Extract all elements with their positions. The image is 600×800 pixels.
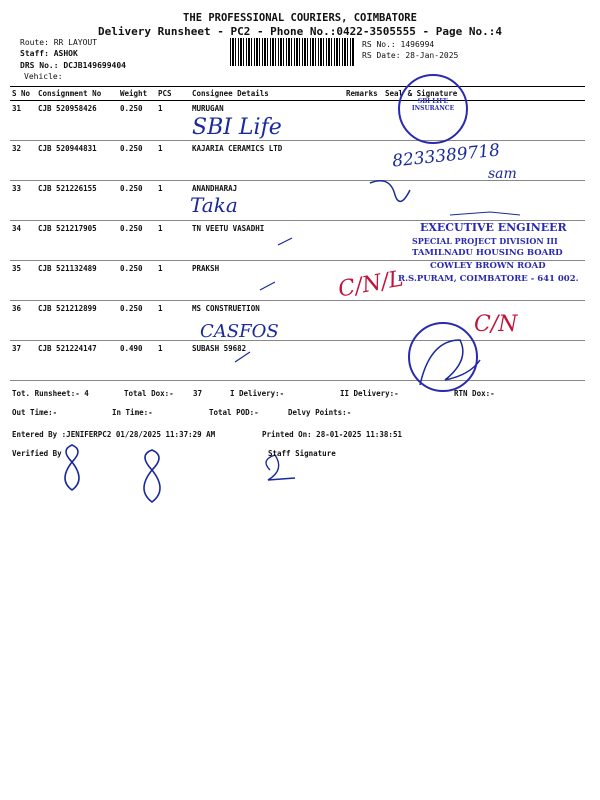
tot-runsheet: Tot. Runsheet:- 4 — [12, 389, 89, 398]
printed-on: Printed On: 28-01-2025 11:38:51 — [262, 430, 402, 439]
cell-weight: 0.490 — [118, 341, 156, 381]
col-pcs: PCS — [156, 87, 190, 101]
handwriting-taka: Taka — [190, 193, 238, 217]
cell-pcs: 1 — [156, 221, 190, 261]
handwriting-phone: 8233389718 — [391, 140, 501, 172]
rs-number: RS No.: 1496994 — [362, 40, 435, 49]
cell-weight: 0.250 — [118, 301, 156, 341]
cell-weight: 0.250 — [118, 261, 156, 301]
cell-consignment: CJB 521217905 — [36, 221, 118, 261]
entered-by: Entered By :JENIFERPC2 01/28/2025 11:37:29 AM — [12, 430, 216, 439]
cell-sno: 34 — [10, 221, 36, 261]
col-remarks: Remarks — [344, 87, 383, 101]
seal-circle-bottom — [408, 322, 478, 392]
total-dox-value: 37 — [193, 389, 203, 398]
col-sno: S No — [10, 87, 36, 101]
stamp-line-4: COWLEY BROWN ROAD — [430, 261, 546, 271]
cell-sno: 37 — [10, 341, 36, 381]
cell-weight: 0.250 — [118, 221, 156, 261]
handwriting-cn: C/N — [474, 312, 518, 337]
route-label: Route: RR LAYOUT — [20, 38, 98, 47]
stamp-line-5: R.S.PURAM, COIMBATORE - 641 002. — [398, 274, 579, 284]
cell-weight: 0.250 — [118, 181, 156, 221]
cell-consignee: KAJARIA CERAMICS LTD — [190, 141, 344, 181]
cell-sno: 36 — [10, 301, 36, 341]
handwriting-casfos: CASFOS — [200, 321, 279, 342]
cell-consignee: SUBASH 59682 — [190, 341, 344, 381]
col-consignment: Consignment No — [36, 87, 118, 101]
cell-pcs: 1 — [156, 301, 190, 341]
col-weight: Weight — [118, 87, 156, 101]
i-delivery: I Delivery:- — [230, 389, 285, 398]
cell-pcs: 1 — [156, 141, 190, 181]
cell-sno: 31 — [10, 101, 36, 141]
seal-text: SBI LIFE INSURANCE — [411, 98, 455, 112]
cell-consignee: MS CONSTRUETION — [190, 301, 344, 341]
cell-consignment: CJB 521132489 — [36, 261, 118, 301]
stamp-line-2: SPECIAL PROJECT DIVISION III — [412, 236, 558, 246]
cell-sno: 32 — [10, 141, 36, 181]
vehicle-label: Vehicle: — [24, 72, 63, 81]
cell-consignee: MURUGAN — [190, 101, 344, 141]
handwriting-sam: sam — [488, 166, 517, 182]
cell-pcs: 1 — [156, 341, 190, 381]
cell-pcs: 1 — [156, 181, 190, 221]
delvy-points: Delvy Points:- — [288, 408, 352, 417]
verified-by: Verified By — [12, 449, 62, 458]
out-time: Out Time:- — [12, 408, 58, 417]
cell-consignee: ANANDHARAJ — [190, 181, 344, 221]
handwriting-cnl: C/N/L — [336, 266, 406, 303]
cell-consignment: CJB 521224147 — [36, 341, 118, 381]
cell-consignment: CJB 520958426 — [36, 101, 118, 141]
col-seal-signature: Seal & Signature — [383, 87, 585, 101]
stamp-line-3: TAMILNADU HOUSING BOARD — [412, 248, 563, 258]
runsheet-subtitle: Delivery Runsheet - PC2 - Phone No.:0422-3505555 - Page No.:4 — [98, 25, 502, 38]
in-time: In Time:- — [112, 408, 153, 417]
total-pod: Total POD:- — [209, 408, 259, 417]
ii-delivery: II Delivery:- — [340, 389, 399, 398]
handwriting-sbi-life: SBI Life — [192, 115, 282, 140]
cell-consignment: CJB 521212899 — [36, 301, 118, 341]
total-dox-label: Total Dox:- — [124, 389, 174, 398]
cell-consignee: TN VEETU VASADHI — [190, 221, 344, 261]
cell-pcs: 1 — [156, 261, 190, 301]
rtn-dox: RTN Dox:- — [454, 389, 495, 398]
rs-date: RS Date: 28-Jan-2025 — [362, 51, 459, 60]
cell-pcs: 1 — [156, 101, 190, 141]
cell-weight: 0.250 — [118, 101, 156, 141]
drs-number: DRS No.: DCJB149699404 — [20, 61, 126, 70]
stamp-line-1: EXECUTIVE ENGINEER — [420, 221, 567, 234]
staff-label: Staff: ASHOK — [20, 49, 78, 58]
company-title: THE PROFESSIONAL COURIERS, COIMBATORE — [183, 12, 417, 24]
cell-consignee: PRAKSH — [190, 261, 344, 301]
seal-circle-top — [398, 74, 468, 144]
staff-signature: Staff Signature — [268, 449, 336, 458]
cell-consignment: CJB 521226155 — [36, 181, 118, 221]
cell-weight: 0.250 — [118, 141, 156, 181]
cell-sno: 33 — [10, 181, 36, 221]
cell-sno: 35 — [10, 261, 36, 301]
col-consignee: Consignee Details — [190, 87, 344, 101]
cell-consignment: CJB 520944831 — [36, 141, 118, 181]
